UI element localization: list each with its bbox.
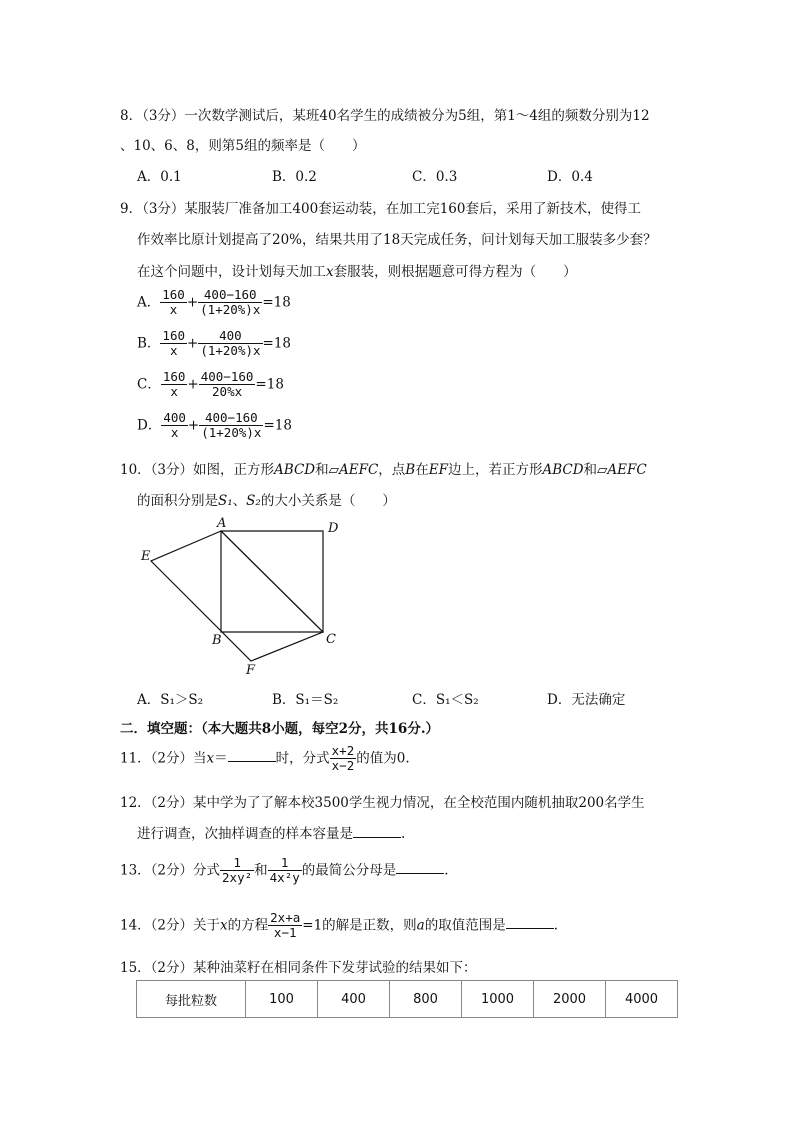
section-heading-fill-in: 二．填空题：（本大题共8小题，每空2分，共16分.） xyxy=(120,721,440,737)
label-c: C xyxy=(326,632,336,647)
q8-line2: 、10、6、8，则第5组的频率是（ ） xyxy=(120,138,366,154)
q10-option-c: C．S₁＜S₂ xyxy=(412,692,479,708)
table-cell: 2000 xyxy=(534,981,606,1018)
table-cell: 4000 xyxy=(606,981,678,1018)
q8-option-d: D．0.4 xyxy=(547,169,593,185)
q9-line1: 9．（3分）某服装厂准备加工400套运动装，在加工完160套后，采用了新技术，使得工 xyxy=(120,201,641,217)
diagonal-ac xyxy=(221,531,323,632)
q13: 13．（2分）分式 $\frac{1}{\text{2xy²}}$ 和 $\frac{1}{\text{4x²y}}$ 的最简公分母是 . xyxy=(120,855,449,886)
q9-option-c: C． $\frac{160}{x}$ + $\frac{400-160}{20\%x}$ =18 xyxy=(137,369,284,400)
q14-answer-blank xyxy=(506,916,554,929)
table-cell: 400 xyxy=(318,981,390,1018)
table-cell: 1000 xyxy=(462,981,534,1018)
table-cell: 100 xyxy=(246,981,318,1018)
label-d: D xyxy=(328,521,339,536)
q15-text: 15．（2分）某种油菜籽在相同条件下发芽试验的结果如下： xyxy=(120,960,477,976)
q9-line3: 在这个问题中，设计划每天加工x套服装，则根据题意可得方程为（ ） xyxy=(137,264,577,280)
q10-option-d: D．无法确定 xyxy=(547,692,626,708)
label-a: A xyxy=(217,516,227,531)
q14: 14．（2分）关于x的方程 $\frac{2x+a}{x-1}$ =1的解是正数，则a的取值范围是 . xyxy=(120,910,559,941)
q8-line1: 8．（3分）一次数学测试后，某班40名学生的成绩被分为5组，第1～4组的频数分别为12 xyxy=(120,108,650,124)
q10-line1: 10．（3分）如图，正方形ABCD和▱AEFC，点B在EF边上，若正方形ABCD和▱AEFC xyxy=(120,462,647,478)
table-header-cell: 每批粒数 xyxy=(137,981,246,1018)
table-row xyxy=(137,981,678,1018)
q13-answer-blank xyxy=(396,861,444,874)
q8-option-a: A．0.1 xyxy=(137,169,182,185)
q15-table xyxy=(136,980,678,1018)
q12-line2: 进行调查，次抽样调查的样本容量是 . xyxy=(137,826,406,842)
q11: 11．（2分）当x＝ 时，分式 $\frac{x+2}{x-2}$ 的值为0. xyxy=(120,743,410,774)
q10-line2: 的面积分别是S₁、S₂的大小关系是（ ） xyxy=(137,493,396,509)
q12-answer-blank xyxy=(353,825,401,838)
table-cell: 800 xyxy=(390,981,462,1018)
q12-line1: 12．（2分）某中学为了了解本校3500学生视力情况，在全校范围内随机抽取200名学生 xyxy=(120,795,645,811)
label-e: E xyxy=(141,549,151,564)
q9-option-a: A． $\frac{160}{x}$ + $\frac{400-160}{(1+20\%)x}$ =18 xyxy=(137,287,291,318)
q10-figure xyxy=(130,510,360,680)
q10-option-a: A．S₁＞S₂ xyxy=(137,692,204,708)
q8-option-c: C．0.3 xyxy=(412,169,458,185)
q11-answer-blank xyxy=(228,749,276,762)
label-b: B xyxy=(212,633,222,648)
q10-option-b: B．S₁＝S₂ xyxy=(272,692,339,708)
q9-option-d: D． $\frac{400}{x}$ + $\frac{400-160}{(1+20\%)x}$ =18 xyxy=(137,410,292,441)
q9-option-b: B． $\frac{160}{x}$ + $\frac{400}{(1+20\%)x}$ =18 xyxy=(137,328,292,359)
q9-line2: 作效率比原计划提高了20%，结果共用了18天完成任务，问计划每天加工服装多少套？ xyxy=(137,232,657,248)
label-f: F xyxy=(246,663,256,678)
parallelogram-aefc xyxy=(151,531,323,661)
q8-option-b: B．0.2 xyxy=(272,169,317,185)
